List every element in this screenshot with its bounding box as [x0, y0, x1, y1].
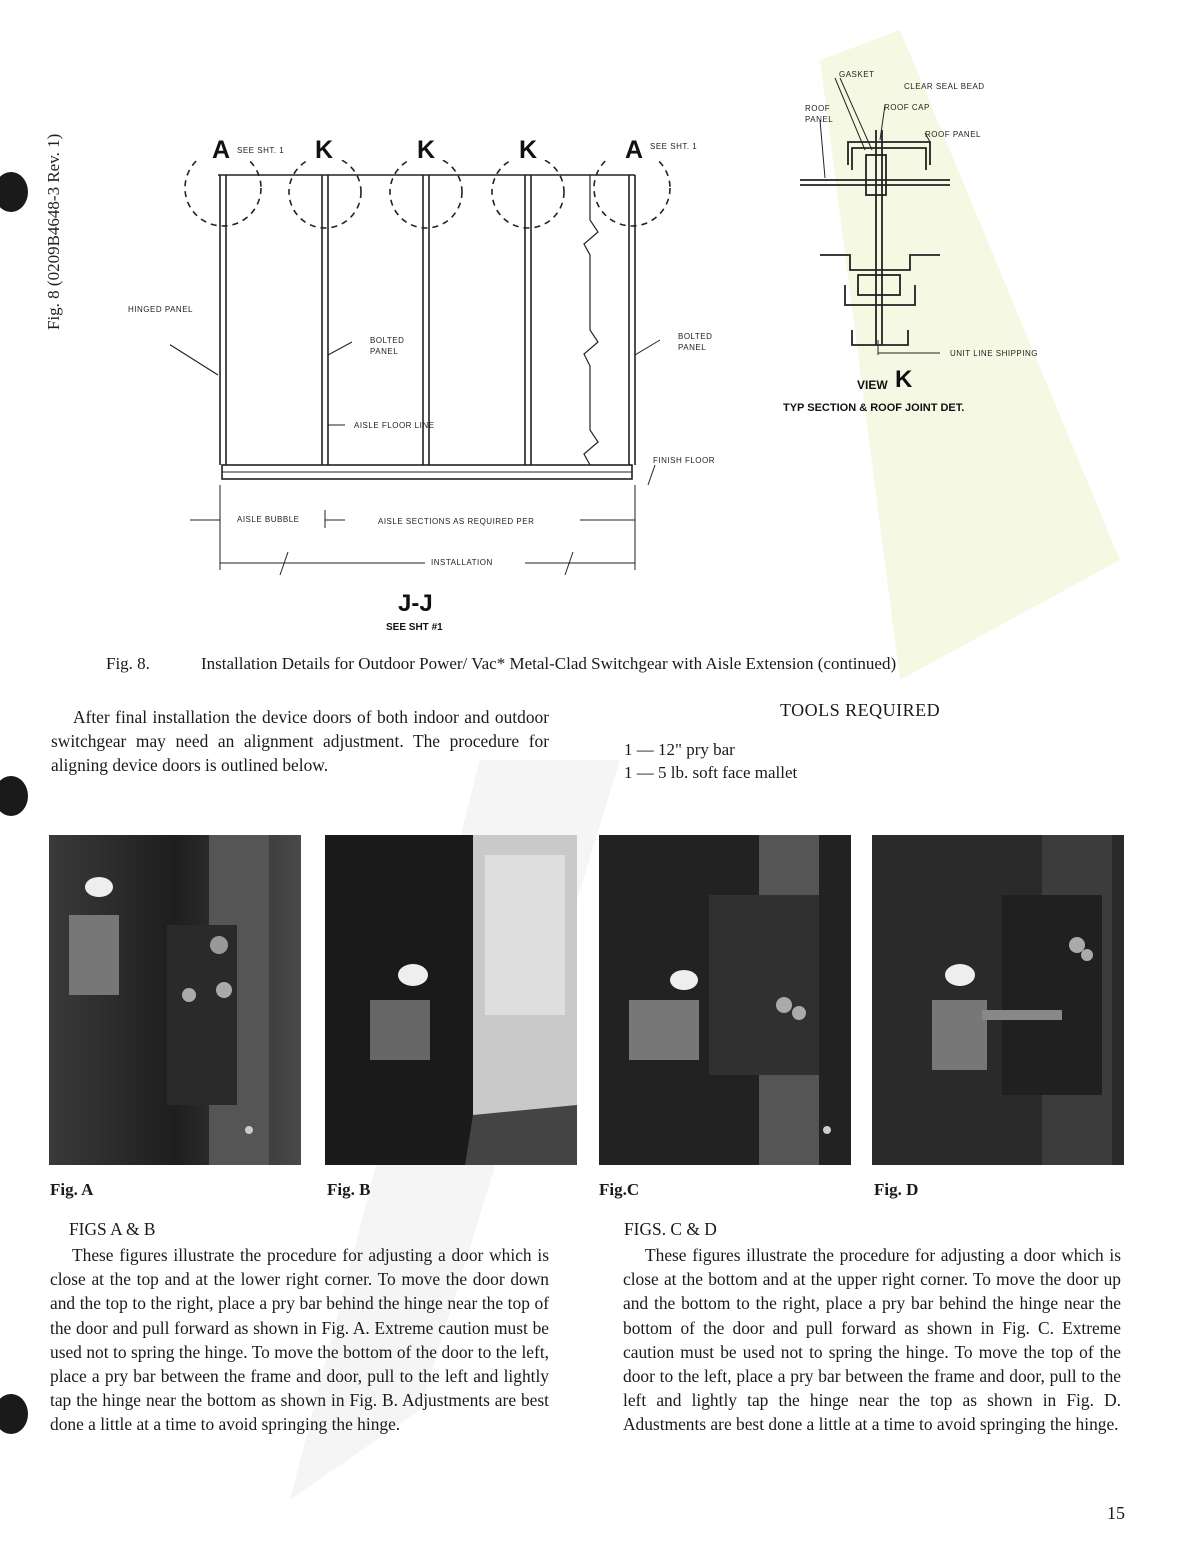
section-ab-body [50, 1243, 549, 1437]
roof-panel-right-label: ROOF PANEL [925, 130, 981, 139]
detail-a-left-letter: A [212, 136, 231, 164]
side-figure-label: Fig. 8 (0209B4648-3 Rev. 1) [44, 133, 63, 330]
roof-cap-label: ROOF CAP [884, 103, 930, 112]
section-cd-body [623, 1243, 1121, 1437]
detail-k1-letter: K [315, 136, 334, 164]
intro-paragraph-text: After final installation the device doors of both indoor and outdoor switchgear may need an alignment adjustment. The procedure for aligning device doors is outlined below. [51, 707, 549, 776]
installation-label: INSTALLATION [431, 558, 493, 567]
fig-d-label: Fig. D [874, 1180, 919, 1199]
bolted-panel-left-label: BOLTED PANEL [370, 336, 405, 356]
detail-k3-letter: K [519, 136, 538, 164]
photo-fig-c [599, 835, 851, 1165]
view-k-subtitle: TYP SECTION & ROOF JOINT DET. [783, 402, 965, 414]
section-jj-title: J-J [398, 590, 433, 617]
bolted-panel-right-label: BOLTED PANEL [678, 332, 713, 352]
roof-panel-left-label: ROOF PANEL [805, 104, 834, 124]
photo-fig-d [872, 835, 1124, 1165]
page-number: 15 [1107, 1503, 1125, 1523]
clear-seal-bead-label: CLEAR SEAL BEAD [904, 82, 985, 91]
photo-fig-a [49, 835, 301, 1165]
unit-line-shipping-label: UNIT LINE SHIPPING [950, 349, 1038, 358]
tool-item-pry-bar: 1 — 12" pry bar [624, 740, 735, 759]
gasket-label: GASKET [839, 70, 875, 79]
section-ab-text: These figures illustrate the procedure for adjusting a door which is close at the top and at the lower right corner. To move the door down and the top to the right, place a pry bar behind the hinge near the top of the door and pull forward as shown in Fig. A. Extreme caution must be used not to spring the hinge. To move the bottom of the door to the left, place a pry bar between the frame and door, pull to the left and lightly tap the hinge near the bottom as shown in Fig. B. Adjustments are best done a little at a time to avoid springing the hinge. [50, 1245, 549, 1435]
tools-heading: TOOLS REQUIRED [780, 700, 941, 720]
section-cd-text: These figures illustrate the procedure for adjusting a door which is close at the bottom and at the upper right corner. To move the door up and the bottom to the right, place a pry bar behind the hinge near the bottom of the door and pull forward as shown in Fig. C. Extreme caution must be used not to spring the hinge. To move the top of the door to the left, place a pry bar between the frame and door, pull to the left and lightly tap the hinge near the top as shown in Fig. D. Adustments are best done a little at a time to avoid springing the hinge. [623, 1245, 1121, 1435]
hinged-panel-label: HINGED PANEL [128, 305, 193, 314]
finish-floor-label: FINISH FLOOR [653, 456, 716, 465]
fig-c-label: Fig.C [599, 1180, 640, 1199]
fig8-caption-text: Installation Details for Outdoor Power/ Vac* Metal-Clad Switchgear with Aisle Extension (continued) [201, 654, 897, 673]
detail-k2-letter: K [417, 136, 436, 164]
intro-paragraph [51, 705, 549, 778]
see-sheet-left-note: SEE SHT. 1 [237, 146, 285, 155]
see-sheet-right-note: SEE SHT. 1 [650, 142, 698, 151]
fig-b-label: Fig. B [327, 1180, 371, 1199]
section-jj-subtitle: SEE SHT #1 [386, 622, 443, 633]
tools-list [624, 738, 797, 784]
fig8-caption-number: Fig. 8. [106, 654, 150, 673]
fig-a-label: Fig. A [50, 1180, 94, 1199]
aisle-floor-line-label: AISLE FLOOR LINE [354, 421, 435, 430]
detail-a-right-letter: A [625, 136, 644, 164]
section-cd-heading: FIGS. C & D [624, 1219, 717, 1239]
photo-fig-b [325, 835, 577, 1165]
view-k-word: VIEW [857, 378, 888, 392]
aisle-sections-label: AISLE SECTIONS AS REQUIRED PER [378, 517, 535, 526]
view-k-letter: K [895, 366, 913, 393]
tool-item-mallet: 1 — 5 lb. soft face mallet [624, 763, 798, 782]
section-ab-heading: FIGS A & B [69, 1219, 156, 1239]
aisle-bubble-label: AISLE BUBBLE [237, 515, 300, 524]
